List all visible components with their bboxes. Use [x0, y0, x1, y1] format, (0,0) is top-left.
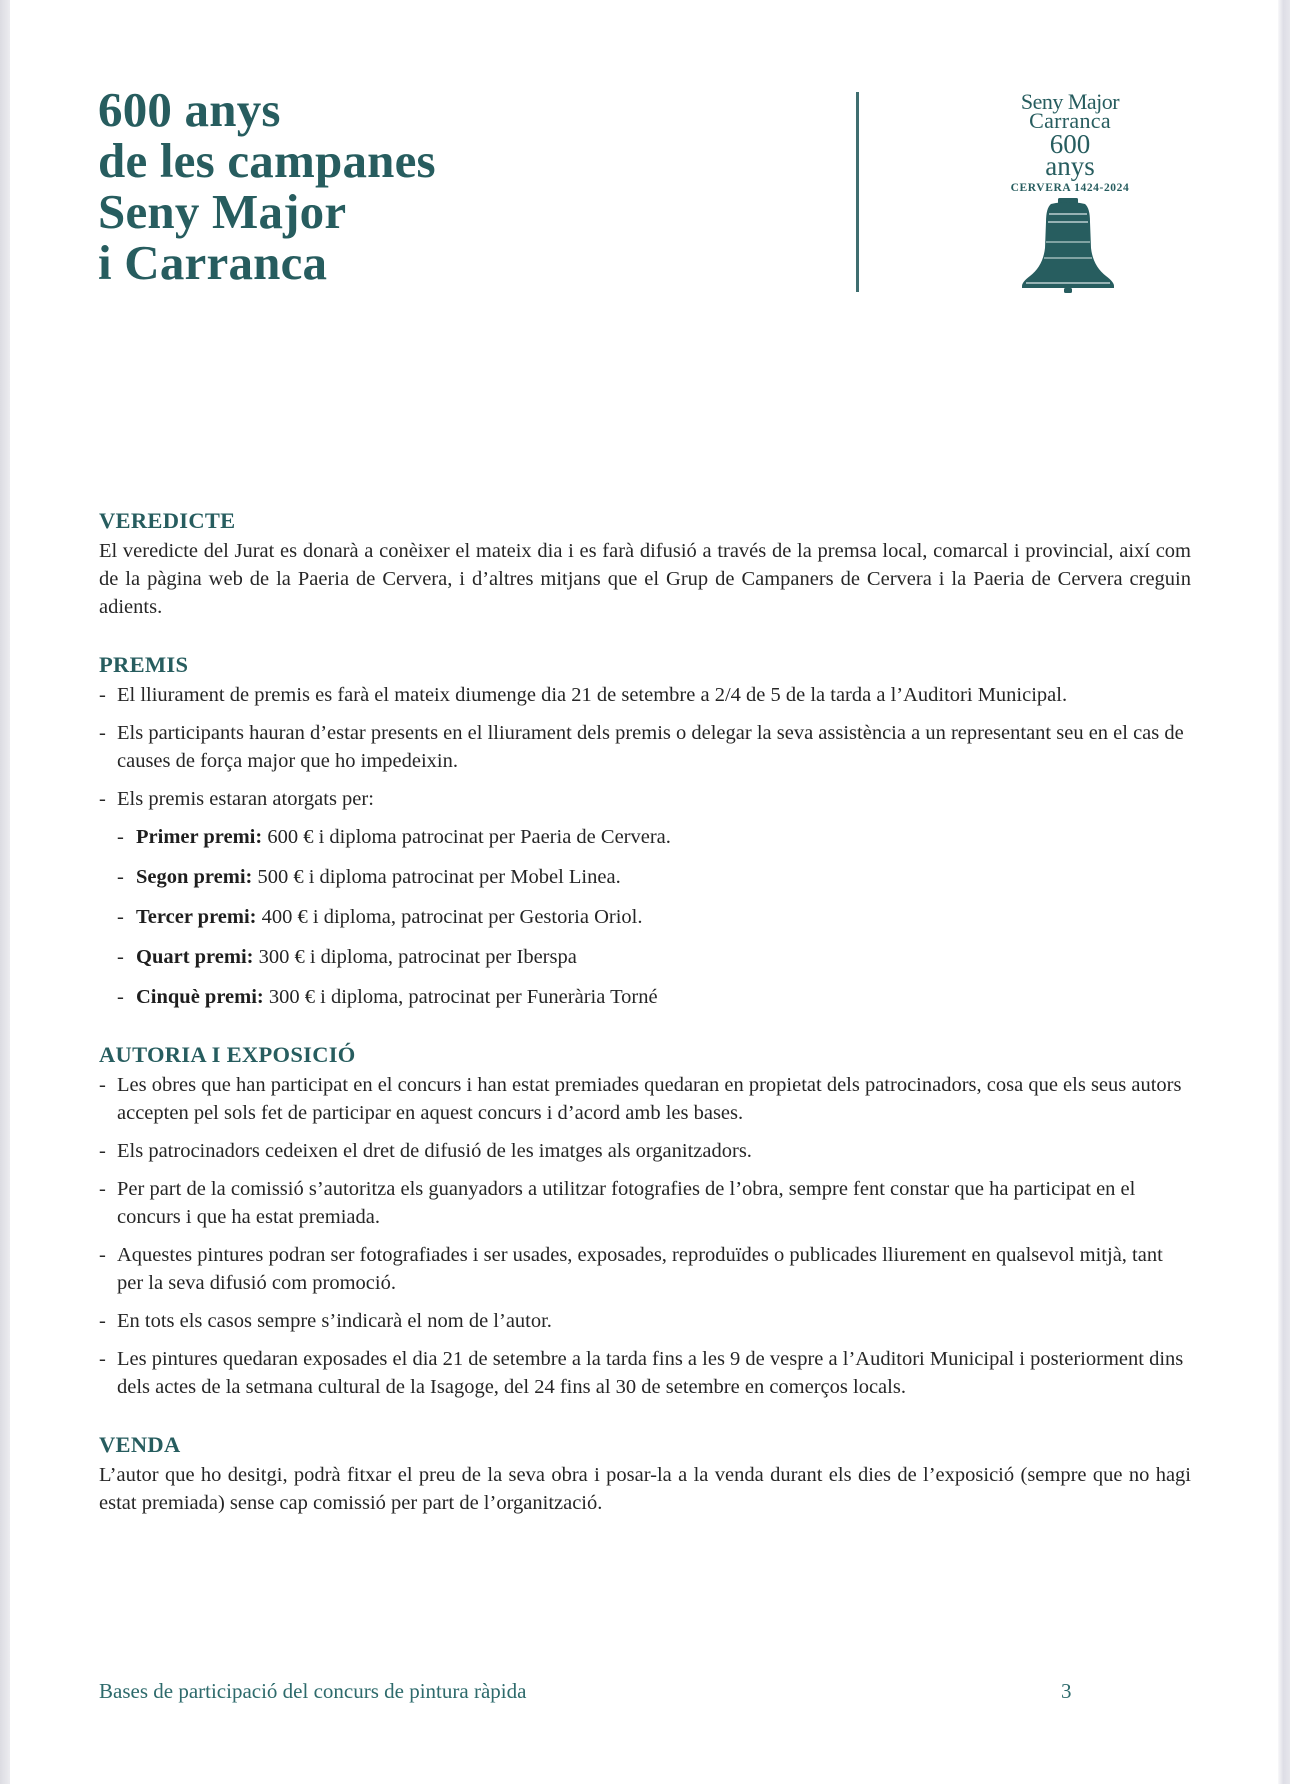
list-item [99, 681, 1191, 709]
section-veredicte [99, 505, 1191, 621]
logo-line-carranca: Carranca [1029, 108, 1111, 133]
section-venda [99, 1429, 1191, 1517]
list-dash: - [117, 826, 124, 848]
prize-label: Primer premi: [136, 826, 263, 848]
list-item-text: Els participants hauran d’estar presents en el lliurament dels premis o delegar la seva assistència a un representant seu en el cas de causes de força major que ho impedeixin. [117, 722, 1184, 772]
prize-text: 300 € i diploma, patrocinat per Iberspa [253, 946, 577, 968]
list-dash: - [99, 1074, 106, 1096]
logo-line-seny-major: Seny Major [1020, 89, 1120, 114]
prize-text: 300 € i diploma, patrocinat per Funerària Torné [263, 986, 658, 1008]
prize-text: 500 € i diploma patrocinat per Mobel Linea. [252, 866, 621, 888]
prize-label: Quart premi: [136, 946, 254, 968]
section-heading: AUTORIA I EXPOSICIÓ [99, 1042, 356, 1067]
section-heading: PREMIS [99, 652, 189, 677]
footer-document-title: Bases de participació del concurs de pintura ràpida [99, 1679, 527, 1703]
prize-label: Cinquè premi: [136, 986, 264, 1008]
list-dash: - [117, 866, 124, 888]
list-item [99, 1175, 1191, 1231]
list-dash: - [117, 946, 124, 968]
section-paragraph: El veredicte del Jurat es donarà a conèixer el mateix dia i es farà difusió a través de la premsa local, comarcal i provincial, així com de la pàgina web de la Paeria de Cervera, i d’altres mitjans que el Grup de Campaners de Cervera i la Paeria de Cervera creguin adients. [99, 540, 1191, 618]
title-line: i Carranca [98, 235, 328, 290]
list-dash: - [99, 1178, 106, 1200]
logo-line-cervera-dates: CERVERA 1424-2024 [1010, 182, 1130, 194]
title-line: Seny Major [98, 184, 347, 239]
logo-line-600: 600 [1049, 129, 1091, 159]
page-number: 3 [1061, 1679, 1072, 1703]
prize-text: 600 € i diploma patrocinat per Paeria de Cervera. [262, 826, 671, 848]
header-divider [856, 92, 859, 292]
section-premis [99, 649, 1191, 1011]
document-title [98, 84, 436, 288]
prize-item [99, 823, 1191, 851]
list-item [99, 1345, 1191, 1401]
list-item-text: El lliurament de premis es farà el mateix diumenge dia 21 de setembre a 2/4 de 5 de la tarda a l’Auditori Municipal. [117, 684, 1068, 706]
logo-line-anys: anys [1045, 151, 1095, 181]
bell-icon [1018, 196, 1118, 296]
document-body [99, 505, 1191, 1545]
prize-label: Tercer premi: [136, 906, 257, 928]
list-dash: - [117, 906, 124, 928]
list-item [99, 719, 1191, 775]
list-item-text: Aquestes pintures podran ser fotografiades i ser usades, exposades, reproduïdes o publicades lliurement en qualsevol mitjà, tant per la seva difusió com promoció. [117, 1244, 1163, 1294]
prize-item [99, 903, 1191, 931]
title-line: 600 anys [98, 82, 281, 137]
left-page-edge [0, 0, 10, 1784]
list-item [99, 1071, 1191, 1127]
list-item-text: Els patrocinadors cedeixen el dret de difusió de les imatges als organitzadors. [117, 1140, 752, 1162]
section-autoria [99, 1039, 1191, 1401]
list-item [99, 1137, 1191, 1165]
list-item-text: Les obres que han participat en el concurs i han estat premiades quedaran en propietat dels patrocinadors, cosa que els seus autors accepten pel sols fet de participar en aquest concurs i d’acord amb les bases. [117, 1074, 1182, 1124]
list-item-text: En tots els casos sempre s’indicarà el nom de l’autor. [117, 1310, 552, 1332]
list-item-text: Els premis estaran atorgats per: [117, 788, 374, 810]
list-item-text: Les pintures quedaran exposades el dia 21 de setembre a la tarda fins a les 9 de vespre a l’Auditori Municipal i posteriorment dins dels actes de la setmana cultural de la Isagoge, del 24 fins al 30 de setembre en comerços locals. [117, 1348, 1184, 1398]
prize-item [99, 983, 1191, 1011]
right-scrollbar-edge [1278, 0, 1290, 1784]
anniversary-logo [985, 89, 1155, 196]
section-paragraph: L’autor que ho desitgi, podrà fitxar el preu de la seva obra i posar-la a la venda durant els dies de l’exposició (sempre que no hagi estat premiada) sense cap comissió per part de l’organització. [99, 1464, 1191, 1514]
list-item [99, 1241, 1191, 1297]
list-dash: - [99, 788, 106, 810]
title-line: de les campanes [98, 133, 436, 188]
section-heading: VEREDICTE [99, 508, 236, 533]
prize-text: 400 € i diploma, patrocinat per Gestoria Oriol. [256, 906, 643, 928]
list-dash: - [99, 684, 106, 706]
list-item [99, 1307, 1191, 1335]
list-item [99, 785, 1191, 813]
section-heading: VENDA [99, 1432, 181, 1457]
list-dash: - [117, 986, 124, 1008]
list-item-text: Per part de la comissió s’autoritza els guanyadors a utilitzar fotografies de l’obra, sempre fent constar que ha participat en el concurs i que ha estat premiada. [117, 1178, 1136, 1228]
list-dash: - [99, 1310, 106, 1332]
prize-item [99, 943, 1191, 971]
list-dash: - [99, 1348, 106, 1370]
list-dash: - [99, 722, 106, 744]
prize-item [99, 863, 1191, 891]
list-dash: - [99, 1140, 106, 1162]
list-dash: - [99, 1244, 106, 1266]
prize-label: Segon premi: [136, 866, 253, 888]
